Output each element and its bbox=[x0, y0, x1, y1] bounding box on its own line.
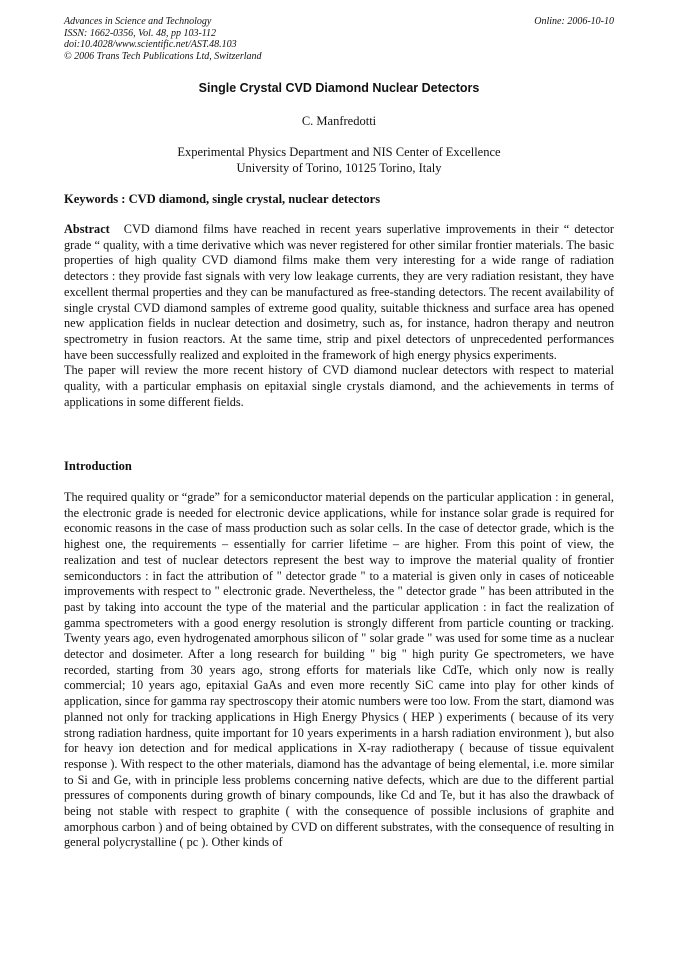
journal-name: Advances in Science and Technology bbox=[64, 16, 212, 27]
paper-title: Single Crystal CVD Diamond Nuclear Detectors bbox=[198, 81, 480, 95]
introduction-paragraph: The required quality or “grade” for a semiconductor material depends on the particular application : in general, the electronic grade is needed for electronic device applications, while for instance solar grade is required for economic reasons in the case of mass production such as solar cells. In the case of detector grade, which is the highest one, the requirements – essentially for carrier lifetime – are higher. From this point of view, the realization and test of nuclear detectors represent the best way to improve the material quality of frontier semiconductors : in fact the attribution of " detector grade " to a material is given only in cases of noticeable improvements with respect to " electronic grade. Nevertheless, the " detector grade " has been attributed in the past by taking into account the type of the material and the particular application : in fact the realization of gamma spectrometers with a good energy resolution is strongly different from particle counting or tracking. Twenty years ago, even hydrogenated amorphous silicon of " solar grade " was used for some time as a nuclear detector and dosimeter. After a long research for building " big " high purity Ge spectrometers, we have recorded, starting from 30 years ago, strong efforts for materials like CdTe, which only now is really commercial; 10 years ago, epitaxial GaAs and even more recently SiC came into play for other kinds of application, since for gamma ray spectroscopy their atomic numbers were too low. From the start, diamond was planned not only for tracking applications in High Energy Physics ( HEP ) experiments ( because of its very strong radiation hardness, quite important for 10 years experiments in a harsh radiation environment ), but also for heavy ion detection and for medical applications in X-ray radiotherapy ( because of tissue equivalent response ). With respect to the other materials, diamond has the advantage of being elemental, i.e. more similar to Si and Ge, with in principle less problems concerning native defects, which are due to the different partial pressures of components during growth of binary compounds, like Cd and Te, but it has also the drawback of being not stable with respect to graphite ( with the consequence of possible inclusions of graphite and amorphous carbon ) and of being obtained by CVD on different substrates, with the consequence of resulting in general polycrystalline ( pc ). Other kinds of bbox=[64, 490, 614, 850]
journal-header bbox=[64, 16, 614, 62]
affiliation-department: Experimental Physics Department and NIS Center of Excellence bbox=[177, 145, 501, 159]
publication-info bbox=[64, 16, 614, 62]
abstract-label: Abstract bbox=[64, 222, 110, 236]
doi-line: doi:10.4028/www.scientific.net/AST.48.103 bbox=[64, 39, 237, 51]
abstract-paragraph-2: The paper will review the more recent history of CVD diamond nuclear detectors with respect to material quality, with a particular emphasis on epitaxial single crystals diamond, and the achievements in terms of applications in some different fields. bbox=[64, 363, 614, 409]
affiliation bbox=[64, 145, 614, 176]
abstract-text-1: CVD diamond films have reached in recent years superlative improvements in their “ detector grade “ quality, with a time derivative which was never registered for other similar frontier materials. The basic properties of high quality CVD diamond films make them very interesting for a wide range of radiation detectors : they provide fast signals with very low leakage currents, they are very radiation resistant, they have excellent thermal properties and they can be manufactured as free-standing detectors. The recent availability of single crystal CVD diamond samples of extreme good quality, suitable thickness and surface area has opened new application fields in nuclear detection and dosimetry, such as, for instance, hadron therapy and neutron spectrometry in fusion reactors. At the same time, strip and pixel detectors of unprecedented performances have been successfully realized and exploited in the framework of high energy physics experiments. bbox=[64, 222, 614, 362]
author-name: C. Manfredotti bbox=[301, 114, 377, 128]
introduction-heading: Introduction bbox=[64, 459, 132, 473]
copyright-line: © 2006 Trans Tech Publications Ltd, Switzerland bbox=[64, 50, 262, 62]
issn-line: ISSN: 1662-0356, Vol. 48, pp 103-112 bbox=[64, 27, 217, 39]
affiliation-university: University of Torino, 10125 Torino, Italy bbox=[236, 160, 442, 175]
online-date: Online: 2006-10-10 bbox=[534, 16, 614, 27]
abstract-paragraph-1 bbox=[64, 222, 614, 363]
keywords-line: Keywords : CVD diamond, single crystal, nuclear detectors bbox=[64, 192, 381, 206]
abstract bbox=[64, 222, 614, 410]
